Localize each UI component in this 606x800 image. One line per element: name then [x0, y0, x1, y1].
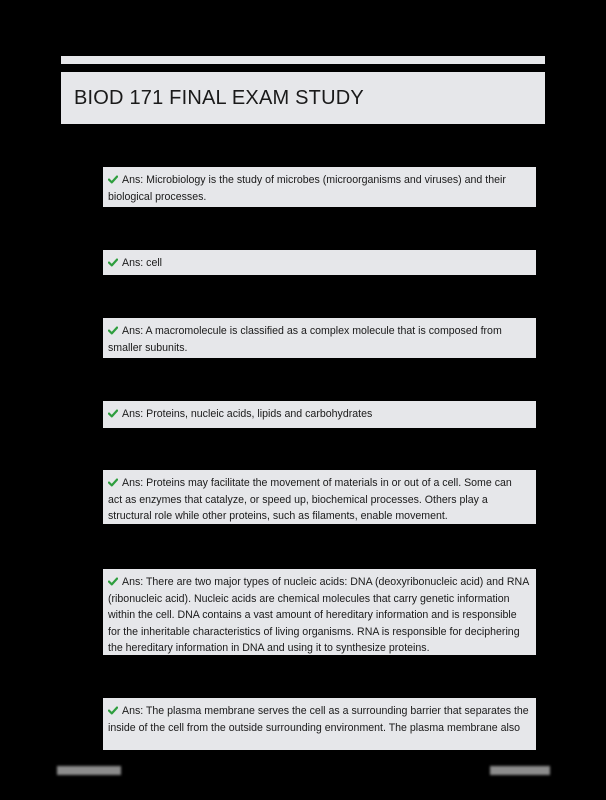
title-banner — [61, 72, 545, 124]
answer-6-line-1: Ans: There are two major types of nucleic acids: DNA (deoxyribonucleic acid) and RNA — [122, 576, 530, 588]
answer-1-line-2: biological processes. — [108, 190, 207, 203]
checkmark-icon — [108, 175, 118, 184]
answer-6-line-5: the hereditary information in DNA and using it to synthesize proteins. — [108, 642, 430, 655]
answer-box-2 — [103, 250, 536, 275]
answer-box-4 — [103, 401, 536, 428]
checkmark-icon — [108, 478, 118, 487]
answer-box-7 — [103, 698, 536, 750]
answer-2-line-1: Ans: cell — [122, 257, 163, 269]
checkmark-icon — [108, 258, 118, 267]
answer-1-line-1: Ans: Microbiology is the study of microbes (microorganisms and viruses) and their — [122, 174, 506, 186]
answer-3-line-1: Ans: A macromolecule is classified as a complex molecule that is composed from — [122, 325, 502, 337]
answer-6-line-3: within the cell. DNA contains a vast amount of hereditary information and is responsible — [108, 609, 517, 622]
answer-5-line-2: act as enzymes that catalyze, or speed up, biochemical processes. Others play a — [108, 493, 488, 506]
checkmark-icon — [108, 409, 118, 418]
answer-6-line-4: for the inheritable characteristics of living organisms. RNA is responsible for deciphering — [108, 625, 520, 638]
header-rule — [61, 56, 545, 64]
answer-4-line-1: Ans: Proteins, nucleic acids, lipids and carbohydrates — [122, 408, 373, 420]
document-title: BIOD 171 FINAL EXAM STUDY — [74, 86, 364, 109]
answer-6-line-2: (ribonucleic acid). Nucleic acids are chemical molecules that carry genetic information — [108, 592, 510, 605]
answer-5-line-1: Ans: Proteins may facilitate the movement of materials in or out of a cell. Some can — [122, 477, 512, 489]
answer-box-5 — [103, 470, 536, 524]
answer-box-3 — [103, 318, 536, 358]
checkmark-icon — [108, 706, 118, 715]
answer-box-6 — [103, 569, 536, 655]
answer-box-1 — [103, 167, 536, 207]
answer-7-line-2: inside of the cell from the outside surrounding environment. The plasma membrane also — [108, 721, 521, 734]
answer-3-line-2: smaller subunits. — [108, 341, 188, 354]
answer-7-line-1: Ans: The plasma membrane serves the cell as a surrounding barrier that separates the — [122, 705, 529, 717]
answer-5-line-3: structural role while other proteins, such as filaments, enable movement. — [108, 510, 448, 523]
footer-site-mark — [57, 766, 121, 775]
checkmark-icon — [108, 577, 118, 586]
footer-page-indicator — [490, 766, 550, 775]
checkmark-icon — [108, 326, 118, 335]
